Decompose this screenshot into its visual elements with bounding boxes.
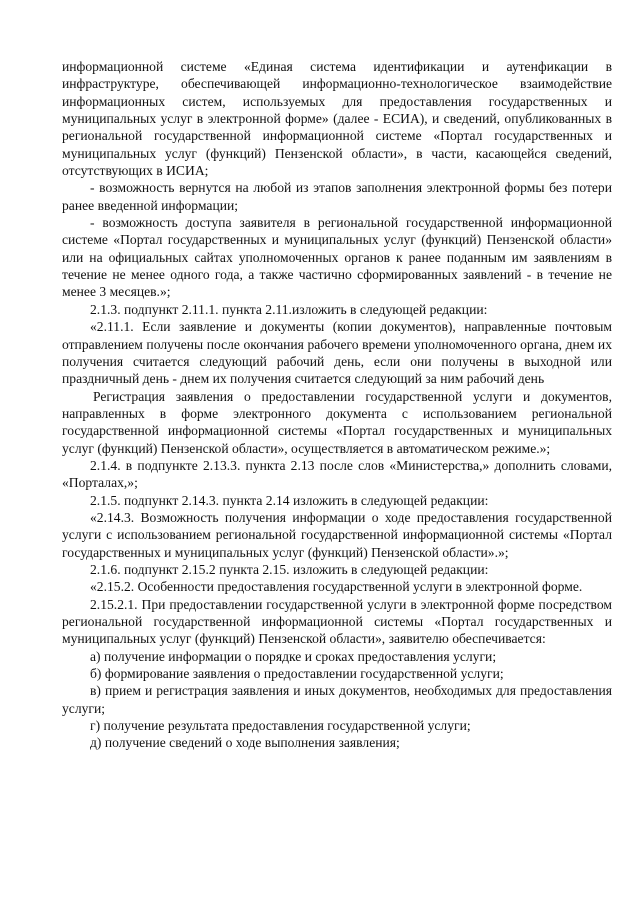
paragraph: «2.15.2. Особенности предоставления государственной услуги в электронной форме. [90, 579, 583, 595]
paragraph: - возможность вернутся на любой из этапов заполнения электронной формы без потери ранее введенной информации; [62, 180, 612, 213]
paragraph: - возможность доступа заявителя в региональной государственной информационной системе «Портал государственных и муниципальных услуг (функций) Пензенской области» или на официальных сайтах уполномоченных органов к ранее поданным им заявлениям в течение не менее одного года, а также частично сформированных заявлений - в течение не менее 3 месяцев.»; [62, 215, 612, 300]
list-item: б) формирование заявления о предоставлении государственной услуги; [90, 666, 504, 682]
list-item: г) получение результата предоставления государственной услуги; [90, 718, 471, 734]
paragraph: информационной системе «Единая система идентификации и аутенфикации в инфраструктуре, обеспечивающей информационно-технологическое взаимодействие информационных систем, используемых для предоставления государственных и муниципальных услуг в электронной форме» (далее - ЕСИА), и сведений, опубликованных в региональной государственной информационной системе «Портал государственных и муниципальных услуг (функций) Пензенской области», в части, касающейся сведений, отсутствующих в ИСИА; [62, 59, 612, 179]
paragraph: 2.1.3. подпункт 2.11.1. пункта 2.11.изложить в следующей редакции: [90, 301, 488, 317]
paragraph: 2.1.5. подпункт 2.14.3. пункта 2.14 изложить в следующей редакции: [90, 492, 489, 508]
list-item: в) прием и регистрация заявления и иных документов, необходимых для предоставления услуги; [62, 683, 612, 716]
paragraph: 2.1.4. в подпункте 2.13.3. пункта 2.13 после слов «Министерства,» дополнить словами, «Порталах,»; [62, 457, 612, 491]
list-item: д) получение сведений о ходе выполнения заявления; [90, 735, 400, 751]
paragraph: 2.1.6. подпункт 2.15.2 пункта 2.15. изложить в следующей редакции: [90, 561, 489, 577]
list-item: а) получение информации о порядке и сроках предоставления услуги; [90, 648, 497, 664]
paragraph: «2.11.1. Если заявление и документы (копии документов), направленные почтовым отправлением получены после окончания рабочего времени уполномоченного органа, днем их получения считается следующий рабочий день, если они получены в выходной или праздничный день - днем их получения считается следующий за ним рабочий день [62, 319, 612, 387]
paragraph: 2.15.2.1. При предоставлении государственной услуги в электронной форме посредством региональной государственной информационной системы «Портал государственных и муниципальных услуг (функций) Пензенской области», заявителю обеспечивается: [62, 596, 612, 647]
paragraph: Регистрация заявления о предоставлении государственной услуги и документов, направленных в форме электронного документа с использованием региональной государственной информационной системы «Портал государственных и муниципальных услуг (функций) Пензенской области», осуществляется в автоматическом режиме.»; [62, 388, 612, 456]
paragraph: «2.14.3. Возможность получения информации о ходе предоставления государственной услуги с использованием региональной государственной информационной системы «Портал государственных и муниципальных услуг (функций) Пензенской области».»; [62, 509, 612, 560]
